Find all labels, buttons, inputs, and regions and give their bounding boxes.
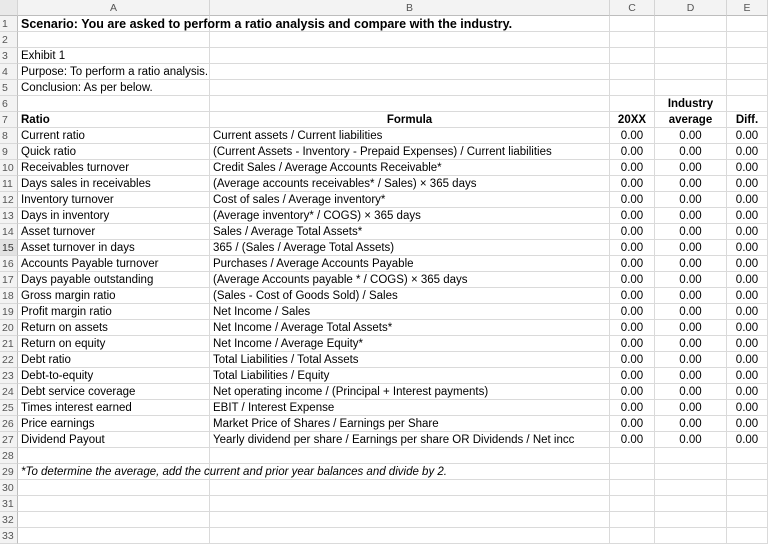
row-header-16[interactable]: 16 <box>0 256 18 272</box>
cell-d5[interactable] <box>655 80 727 96</box>
ratio-name[interactable]: Debt ratio <box>18 352 210 368</box>
column-header-a[interactable]: A <box>18 0 210 16</box>
cell-c5[interactable] <box>610 80 655 96</box>
ratio-formula[interactable]: Yearly dividend per share / Earnings per share OR Dividends / Net incc <box>210 432 610 448</box>
row-header-13[interactable]: 13 <box>0 208 18 224</box>
value-diff[interactable]: 0.00 <box>727 416 768 432</box>
cell-c3[interactable] <box>610 48 655 64</box>
cell-c29[interactable] <box>610 464 655 480</box>
ratio-name[interactable]: Asset turnover <box>18 224 210 240</box>
ratio-name[interactable]: Debt service coverage <box>18 384 210 400</box>
value-year[interactable]: 0.00 <box>610 208 655 224</box>
column-header-c[interactable]: C <box>610 0 655 16</box>
ratio-name[interactable]: Receivables turnover <box>18 160 210 176</box>
row-header-4[interactable]: 4 <box>0 64 18 80</box>
cell-b6[interactable] <box>210 96 610 112</box>
cell-c1[interactable] <box>610 16 655 32</box>
value-diff[interactable]: 0.00 <box>727 208 768 224</box>
ratio-name[interactable]: Days in inventory <box>18 208 210 224</box>
cell-e30[interactable] <box>727 480 768 496</box>
value-diff[interactable]: 0.00 <box>727 304 768 320</box>
cell-e2[interactable] <box>727 32 768 48</box>
row-header-29[interactable]: 29 <box>0 464 18 480</box>
row-header-8[interactable]: 8 <box>0 128 18 144</box>
ratio-name[interactable]: Gross margin ratio <box>18 288 210 304</box>
cell-a33[interactable] <box>18 528 210 544</box>
value-industry[interactable]: 0.00 <box>655 384 727 400</box>
row-header-19[interactable]: 19 <box>0 304 18 320</box>
ratio-formula[interactable]: (Average inventory* / COGS) × 365 days <box>210 208 610 224</box>
cell-b3[interactable] <box>210 48 610 64</box>
value-industry[interactable]: 0.00 <box>655 352 727 368</box>
cell-c31[interactable] <box>610 496 655 512</box>
cell-d32[interactable] <box>655 512 727 528</box>
value-year[interactable]: 0.00 <box>610 400 655 416</box>
row-header-28[interactable]: 28 <box>0 448 18 464</box>
ratio-name[interactable]: Price earnings <box>18 416 210 432</box>
cell-c30[interactable] <box>610 480 655 496</box>
header-diff[interactable]: Diff. <box>727 112 768 128</box>
cell-b2[interactable] <box>210 32 610 48</box>
value-year[interactable]: 0.00 <box>610 336 655 352</box>
row-header-2[interactable]: 2 <box>0 32 18 48</box>
ratio-formula[interactable]: Total Liabilities / Equity <box>210 368 610 384</box>
cell-a2[interactable] <box>18 32 210 48</box>
cell-a30[interactable] <box>18 480 210 496</box>
row-header-11[interactable]: 11 <box>0 176 18 192</box>
value-year[interactable]: 0.00 <box>610 192 655 208</box>
cell-c4[interactable] <box>610 64 655 80</box>
row-header-26[interactable]: 26 <box>0 416 18 432</box>
ratio-formula[interactable]: (Sales - Cost of Goods Sold) / Sales <box>210 288 610 304</box>
cell-a32[interactable] <box>18 512 210 528</box>
row-header-27[interactable]: 27 <box>0 432 18 448</box>
cell-b29[interactable] <box>210 464 610 480</box>
value-year[interactable]: 0.00 <box>610 128 655 144</box>
ratio-formula[interactable]: Purchases / Average Accounts Payable <box>210 256 610 272</box>
ratio-formula[interactable]: Net Income / Average Equity* <box>210 336 610 352</box>
value-industry[interactable]: 0.00 <box>655 144 727 160</box>
column-header-e[interactable]: E <box>727 0 768 16</box>
cell-a28[interactable] <box>18 448 210 464</box>
ratio-formula[interactable]: (Current Assets - Inventory - Prepaid Expenses) / Current liabilities <box>210 144 610 160</box>
cell-e1[interactable] <box>727 16 768 32</box>
cell-c32[interactable] <box>610 512 655 528</box>
ratio-formula[interactable]: EBIT / Interest Expense <box>210 400 610 416</box>
column-header-d[interactable]: D <box>655 0 727 16</box>
ratio-formula[interactable]: Total Liabilities / Total Assets <box>210 352 610 368</box>
ratio-formula[interactable]: 365 / (Sales / Average Total Assets) <box>210 240 610 256</box>
ratio-name[interactable]: Current ratio <box>18 128 210 144</box>
value-industry[interactable]: 0.00 <box>655 400 727 416</box>
value-industry[interactable]: 0.00 <box>655 240 727 256</box>
ratio-formula[interactable]: Net operating income / (Principal + Interest payments) <box>210 384 610 400</box>
ratio-name[interactable]: Days sales in receivables <box>18 176 210 192</box>
value-industry[interactable]: 0.00 <box>655 160 727 176</box>
value-diff[interactable]: 0.00 <box>727 240 768 256</box>
row-header-12[interactable]: 12 <box>0 192 18 208</box>
value-industry[interactable]: 0.00 <box>655 208 727 224</box>
ratio-formula[interactable]: Net Income / Sales <box>210 304 610 320</box>
value-industry[interactable]: 0.00 <box>655 224 727 240</box>
row-header-9[interactable]: 9 <box>0 144 18 160</box>
cell-d4[interactable] <box>655 64 727 80</box>
value-industry[interactable]: 0.00 <box>655 368 727 384</box>
row-header-1[interactable]: 1 <box>0 16 18 32</box>
row-header-30[interactable]: 30 <box>0 480 18 496</box>
ratio-formula[interactable]: Credit Sales / Average Accounts Receivable* <box>210 160 610 176</box>
row-header-33[interactable]: 33 <box>0 528 18 544</box>
cell-c2[interactable] <box>610 32 655 48</box>
value-diff[interactable]: 0.00 <box>727 352 768 368</box>
value-industry[interactable]: 0.00 <box>655 288 727 304</box>
cell-d1[interactable] <box>655 16 727 32</box>
cell-a31[interactable] <box>18 496 210 512</box>
value-industry[interactable]: 0.00 <box>655 128 727 144</box>
ratio-formula[interactable]: (Average Accounts payable * / COGS) × 365 days <box>210 272 610 288</box>
value-diff[interactable]: 0.00 <box>727 400 768 416</box>
cell-c6[interactable] <box>610 96 655 112</box>
cell-a5-conclusion[interactable]: Conclusion: As per below. <box>18 80 210 96</box>
row-header-15[interactable]: 15 <box>0 240 18 256</box>
value-year[interactable]: 0.00 <box>610 304 655 320</box>
ratio-name[interactable]: Asset turnover in days <box>18 240 210 256</box>
value-industry[interactable]: 0.00 <box>655 336 727 352</box>
value-diff[interactable]: 0.00 <box>727 224 768 240</box>
value-year[interactable]: 0.00 <box>610 160 655 176</box>
ratio-formula[interactable]: Market Price of Shares / Earnings per Share <box>210 416 610 432</box>
footnote[interactable]: *To determine the average, add the current and prior year balances and divide by 2. <box>18 464 210 480</box>
ratio-name[interactable]: Return on equity <box>18 336 210 352</box>
cell-d33[interactable] <box>655 528 727 544</box>
row-header-7[interactable]: 7 <box>0 112 18 128</box>
row-header-14[interactable]: 14 <box>0 224 18 240</box>
ratio-formula[interactable]: Current assets / Current liabilities <box>210 128 610 144</box>
cell-b33[interactable] <box>210 528 610 544</box>
cell-b28[interactable] <box>210 448 610 464</box>
row-header-31[interactable]: 31 <box>0 496 18 512</box>
ratio-name[interactable]: Times interest earned <box>18 400 210 416</box>
cell-b30[interactable] <box>210 480 610 496</box>
value-year[interactable]: 0.00 <box>610 240 655 256</box>
ratio-name[interactable]: Dividend Payout <box>18 432 210 448</box>
ratio-name[interactable]: Days payable outstanding <box>18 272 210 288</box>
row-header-3[interactable]: 3 <box>0 48 18 64</box>
row-header-25[interactable]: 25 <box>0 400 18 416</box>
row-header-6[interactable]: 6 <box>0 96 18 112</box>
value-year[interactable]: 0.00 <box>610 288 655 304</box>
value-diff[interactable]: 0.00 <box>727 336 768 352</box>
value-diff[interactable]: 0.00 <box>727 128 768 144</box>
header-industry-line1[interactable]: Industry <box>655 96 727 112</box>
cell-b5[interactable] <box>210 80 610 96</box>
cell-e29[interactable] <box>727 464 768 480</box>
value-diff[interactable]: 0.00 <box>727 176 768 192</box>
value-diff[interactable]: 0.00 <box>727 288 768 304</box>
header-year[interactable]: 20XX <box>610 112 655 128</box>
row-header-32[interactable]: 32 <box>0 512 18 528</box>
ratio-name[interactable]: Profit margin ratio <box>18 304 210 320</box>
ratio-name[interactable]: Quick ratio <box>18 144 210 160</box>
value-year[interactable]: 0.00 <box>610 272 655 288</box>
ratio-formula[interactable]: Net Income / Average Total Assets* <box>210 320 610 336</box>
row-header-20[interactable]: 20 <box>0 320 18 336</box>
value-year[interactable]: 0.00 <box>610 176 655 192</box>
cell-e32[interactable] <box>727 512 768 528</box>
cell-e3[interactable] <box>727 48 768 64</box>
value-year[interactable]: 0.00 <box>610 352 655 368</box>
cell-d30[interactable] <box>655 480 727 496</box>
value-industry[interactable]: 0.00 <box>655 416 727 432</box>
row-header-17[interactable]: 17 <box>0 272 18 288</box>
value-year[interactable]: 0.00 <box>610 384 655 400</box>
value-diff[interactable]: 0.00 <box>727 144 768 160</box>
select-all-corner[interactable] <box>0 0 18 16</box>
value-diff[interactable]: 0.00 <box>727 368 768 384</box>
cell-d31[interactable] <box>655 496 727 512</box>
ratio-name[interactable]: Return on assets <box>18 320 210 336</box>
column-header-b[interactable]: B <box>210 0 610 16</box>
cell-b1[interactable] <box>210 16 610 32</box>
row-header-18[interactable]: 18 <box>0 288 18 304</box>
cell-c33[interactable] <box>610 528 655 544</box>
value-year[interactable]: 0.00 <box>610 416 655 432</box>
value-diff[interactable]: 0.00 <box>727 272 768 288</box>
cell-b32[interactable] <box>210 512 610 528</box>
value-industry[interactable]: 0.00 <box>655 432 727 448</box>
header-industry-line2[interactable]: average <box>655 112 727 128</box>
value-diff[interactable]: 0.00 <box>727 384 768 400</box>
cell-e4[interactable] <box>727 64 768 80</box>
row-header-24[interactable]: 24 <box>0 384 18 400</box>
ratio-formula[interactable]: (Average accounts receivables* / Sales) × 365 days <box>210 176 610 192</box>
cell-e6[interactable] <box>727 96 768 112</box>
cell-d3[interactable] <box>655 48 727 64</box>
value-industry[interactable]: 0.00 <box>655 304 727 320</box>
cell-d29[interactable] <box>655 464 727 480</box>
value-diff[interactable]: 0.00 <box>727 320 768 336</box>
value-year[interactable]: 0.00 <box>610 224 655 240</box>
ratio-name[interactable]: Inventory turnover <box>18 192 210 208</box>
row-header-21[interactable]: 21 <box>0 336 18 352</box>
cell-b31[interactable] <box>210 496 610 512</box>
ratio-name[interactable]: Accounts Payable turnover <box>18 256 210 272</box>
ratio-formula[interactable]: Cost of sales / Average inventory* <box>210 192 610 208</box>
value-industry[interactable]: 0.00 <box>655 176 727 192</box>
cell-a4-purpose[interactable]: Purpose: To perform a ratio analysis. <box>18 64 210 80</box>
cell-c28[interactable] <box>610 448 655 464</box>
value-year[interactable]: 0.00 <box>610 432 655 448</box>
value-year[interactable]: 0.00 <box>610 144 655 160</box>
value-industry[interactable]: 0.00 <box>655 272 727 288</box>
value-industry[interactable]: 0.00 <box>655 256 727 272</box>
cell-b4[interactable] <box>210 64 610 80</box>
cell-e5[interactable] <box>727 80 768 96</box>
cell-a6[interactable] <box>18 96 210 112</box>
cell-e28[interactable] <box>727 448 768 464</box>
cell-e33[interactable] <box>727 528 768 544</box>
cell-d2[interactable] <box>655 32 727 48</box>
cell-a1-title[interactable]: Scenario: You are asked to perform a ratio analysis and compare with the industry. <box>18 16 210 32</box>
value-industry[interactable]: 0.00 <box>655 192 727 208</box>
row-header-10[interactable]: 10 <box>0 160 18 176</box>
ratio-formula[interactable]: Sales / Average Total Assets* <box>210 224 610 240</box>
cell-e31[interactable] <box>727 496 768 512</box>
ratio-name[interactable]: Debt-to-equity <box>18 368 210 384</box>
value-industry[interactable]: 0.00 <box>655 320 727 336</box>
value-year[interactable]: 0.00 <box>610 368 655 384</box>
value-diff[interactable]: 0.00 <box>727 256 768 272</box>
cell-a3-exhibit[interactable]: Exhibit 1 <box>18 48 210 64</box>
header-formula[interactable]: Formula <box>210 112 610 128</box>
cell-d28[interactable] <box>655 448 727 464</box>
header-ratio[interactable]: Ratio <box>18 112 210 128</box>
value-diff[interactable]: 0.00 <box>727 432 768 448</box>
value-year[interactable]: 0.00 <box>610 256 655 272</box>
value-diff[interactable]: 0.00 <box>727 160 768 176</box>
row-header-22[interactable]: 22 <box>0 352 18 368</box>
value-diff[interactable]: 0.00 <box>727 192 768 208</box>
row-header-23[interactable]: 23 <box>0 368 18 384</box>
value-year[interactable]: 0.00 <box>610 320 655 336</box>
row-header-5[interactable]: 5 <box>0 80 18 96</box>
